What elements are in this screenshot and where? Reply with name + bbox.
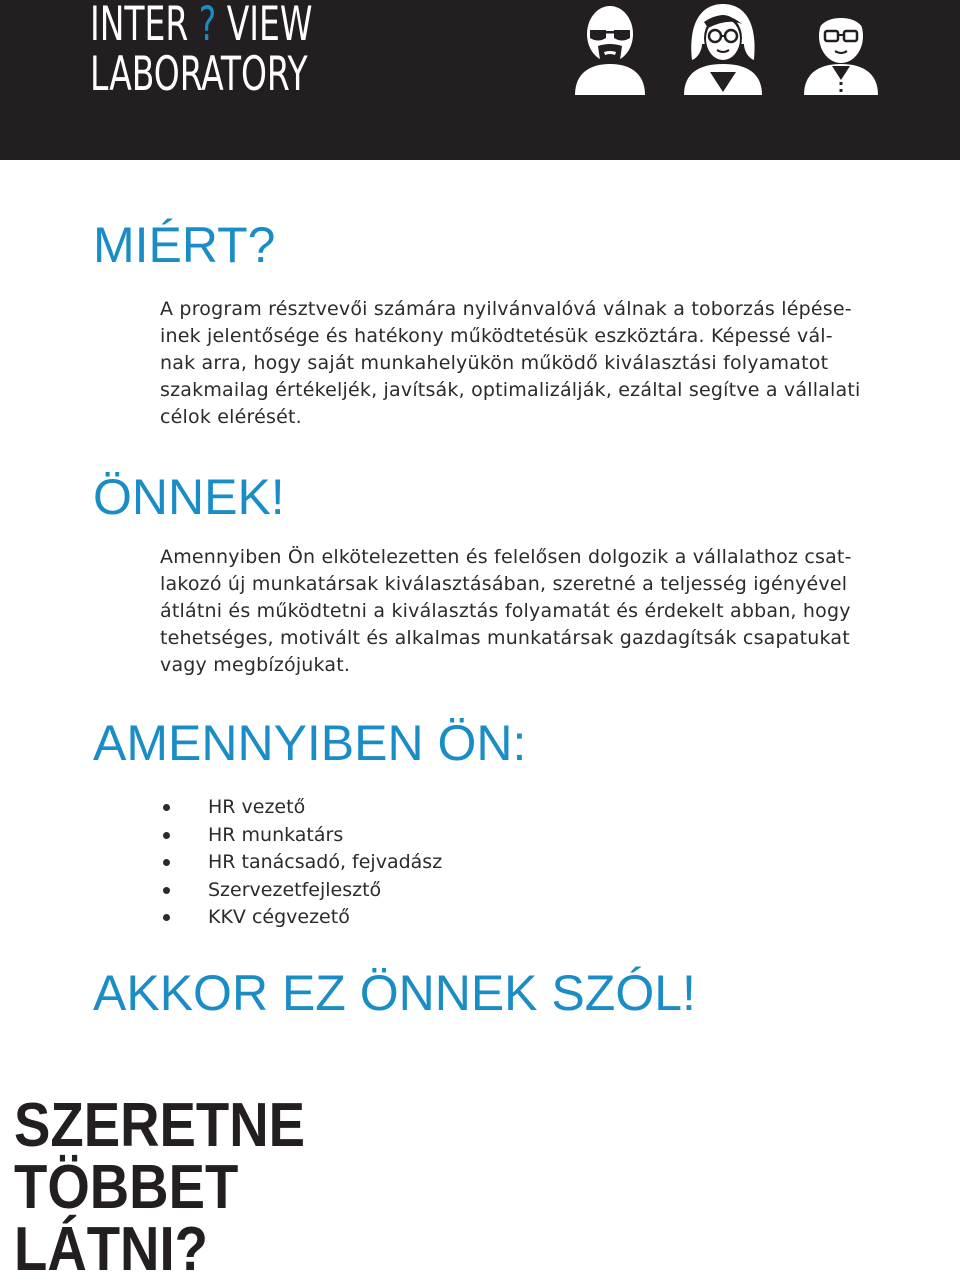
list-item [160, 794, 442, 822]
list-item-label: Szervezetfejlesztő [208, 878, 382, 901]
section-title-why: MIÉRT? [93, 217, 276, 273]
paragraph-line: inek jelentősége és hatékony működtetésük eszköztára. Képessé vál- [160, 325, 833, 347]
paragraph-line: tehetséges, motivált és alkalmas munkatársak gazdagítsák csapatukat [160, 627, 850, 649]
paragraph-line: A program résztvevői számára nyilvánvalóvá válnak a toborzás lépése- [160, 298, 852, 320]
list-item [160, 822, 442, 850]
paragraph-line: szakmailag értékeljék, javítsák, optimalizálják, ezáltal segítve a vállalati [160, 379, 861, 401]
list-item [160, 904, 442, 932]
paragraph-line: vagy megbízójukat. [160, 654, 351, 676]
tagline: AKKOR EZ ÖNNEK SZÓL! [93, 965, 696, 1021]
list-item [160, 849, 442, 877]
closing-question [14, 1091, 306, 1284]
logo-line-1 [90, 0, 312, 50]
logo [90, 0, 312, 100]
paragraph-line: nak arra, hogy saját munkahelyükön működő kiválasztási folyamatot [160, 352, 829, 374]
bullet-icon [163, 804, 170, 811]
closing-line: LÁTNI? [14, 1215, 208, 1284]
paragraph-for-you [160, 544, 880, 679]
man-glasses-collar-icon [796, 0, 886, 95]
section-title-for-you: ÖNNEK! [93, 469, 285, 525]
bullet-icon [163, 914, 170, 921]
logo-question-mark: ? [198, 0, 217, 52]
list-item-label: KKV cégvezető [208, 906, 350, 928]
bullet-icon [163, 859, 170, 866]
list-item-label: HR tanácsadó, fejvadász [208, 851, 443, 873]
logo-line-2: LABORATORY [90, 47, 308, 102]
header-bar [0, 0, 960, 160]
closing-line: TÖBBET [14, 1153, 239, 1222]
paragraph-line: Amennyiben Ön elkötelezetten és felelősen dolgozik a vállalathoz csat- [160, 546, 852, 568]
logo-word-inter: INTER [90, 0, 189, 52]
logo-word-view: VIEW [226, 0, 313, 52]
paragraph-why [160, 296, 880, 431]
woman-glasses-icon [678, 0, 768, 95]
bald-man-sunglasses-icon [565, 0, 655, 95]
paragraph-line: átlátni és működtetni a kiválasztás folyamatát és érdekelt abban, hogy [160, 600, 851, 622]
avatar-group [560, 0, 890, 100]
paragraph-line: lakozó új munkatársak kiválasztásában, szeretné a teljesség igényével [160, 573, 848, 595]
bullet-icon [163, 832, 170, 839]
paragraph-line: célok elérését. [160, 406, 302, 428]
list-item-label: HR vezető [208, 796, 306, 818]
closing-line: SZERETNE [14, 1091, 306, 1160]
list-item-label: HR munkatárs [208, 823, 344, 846]
audience-list [160, 794, 442, 932]
section-title-if-you: AMENNYIBEN ÖN: [93, 715, 527, 771]
list-item [160, 877, 442, 905]
bullet-icon [163, 887, 170, 894]
